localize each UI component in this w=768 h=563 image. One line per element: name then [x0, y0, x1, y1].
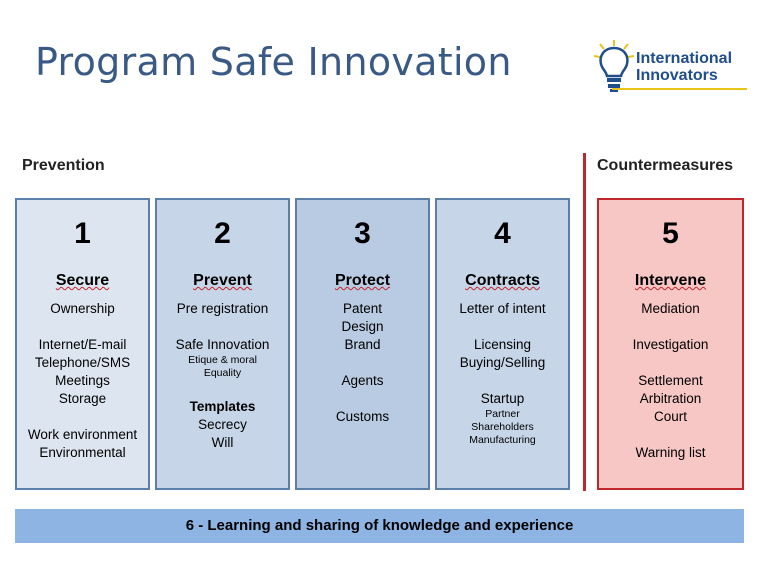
column-number: 2	[214, 217, 231, 250]
column-item: Brand	[344, 337, 381, 352]
lightbulb-icon	[592, 38, 636, 94]
column-number: 5	[662, 217, 679, 250]
column-item: Internet/E-mail	[38, 337, 127, 352]
column-item: Meetings	[55, 373, 110, 388]
column-item: Patent	[342, 301, 383, 316]
column-heading: Contracts	[465, 272, 540, 289]
logo-underline	[612, 88, 747, 90]
column-item: Storage	[58, 391, 107, 406]
column-item: Pre registration	[176, 301, 269, 316]
spacer	[297, 390, 428, 408]
spacer	[157, 318, 288, 336]
column-item: Startup	[480, 391, 525, 406]
column-item: Will	[211, 435, 234, 450]
column-heading: Prevent	[193, 272, 252, 289]
spacer	[157, 380, 288, 398]
section-divider	[583, 153, 586, 491]
spacer	[297, 354, 428, 372]
spacer	[599, 426, 742, 444]
column-protect	[295, 198, 430, 490]
logo-line-1: International	[636, 50, 733, 67]
column-item: Secrecy	[198, 417, 247, 432]
column-intervene	[597, 198, 744, 490]
column-items	[437, 300, 568, 447]
column-items	[17, 300, 148, 462]
column-items	[157, 300, 288, 452]
learning-bar: 6 - Learning and sharing of knowledge and experience	[15, 509, 744, 543]
column-item: Settlement	[638, 373, 703, 388]
column-prevent	[155, 198, 290, 490]
spacer	[437, 318, 568, 336]
column-item: Work environment	[27, 427, 138, 442]
countermeasures-label: Countermeasures	[597, 157, 734, 174]
column-heading: Protect	[334, 272, 391, 289]
column-item: Buying/Selling	[459, 355, 546, 370]
spacer	[17, 318, 148, 336]
column-heading: Secure	[55, 272, 110, 289]
column-item: Safe Innovation	[175, 337, 270, 352]
column-item: Partner	[485, 408, 520, 420]
prevention-label: Prevention	[22, 157, 105, 174]
column-item: Customs	[335, 409, 390, 424]
column-item: Investigation	[632, 337, 709, 352]
logo	[592, 38, 752, 96]
column-item: Letter of intent	[459, 301, 546, 316]
column-number: 4	[494, 217, 511, 250]
logo-line-2: Innovators	[636, 67, 718, 84]
page-title: Program Safe Innovation	[35, 40, 512, 84]
column-item: Telephone/SMS	[34, 355, 131, 370]
column-item: Court	[653, 409, 687, 424]
column-item: Licensing	[473, 337, 532, 352]
column-item: Arbitration	[639, 391, 702, 406]
column-item: Mediation	[641, 301, 700, 316]
column-secure	[15, 198, 150, 490]
spacer	[17, 408, 148, 426]
column-item: Manufacturing	[469, 434, 536, 446]
column-item: Shareholders	[471, 421, 534, 433]
column-item: Etique & moral	[188, 354, 257, 366]
spacer	[599, 318, 742, 336]
column-item: Environmental	[39, 445, 126, 460]
column-number: 1	[74, 217, 91, 250]
column-item: Ownership	[50, 301, 115, 316]
column-heading: Intervene	[634, 272, 707, 289]
column-item: Templates	[189, 399, 256, 414]
column-contracts	[435, 198, 570, 490]
column-item: Equality	[203, 367, 242, 379]
column-items	[599, 300, 742, 462]
spacer	[599, 354, 742, 372]
column-item: Agents	[341, 373, 384, 388]
column-items	[297, 300, 428, 426]
column-number: 3	[354, 217, 371, 250]
column-item: Warning list	[635, 445, 706, 460]
column-item: Design	[341, 319, 384, 334]
spacer	[437, 372, 568, 390]
